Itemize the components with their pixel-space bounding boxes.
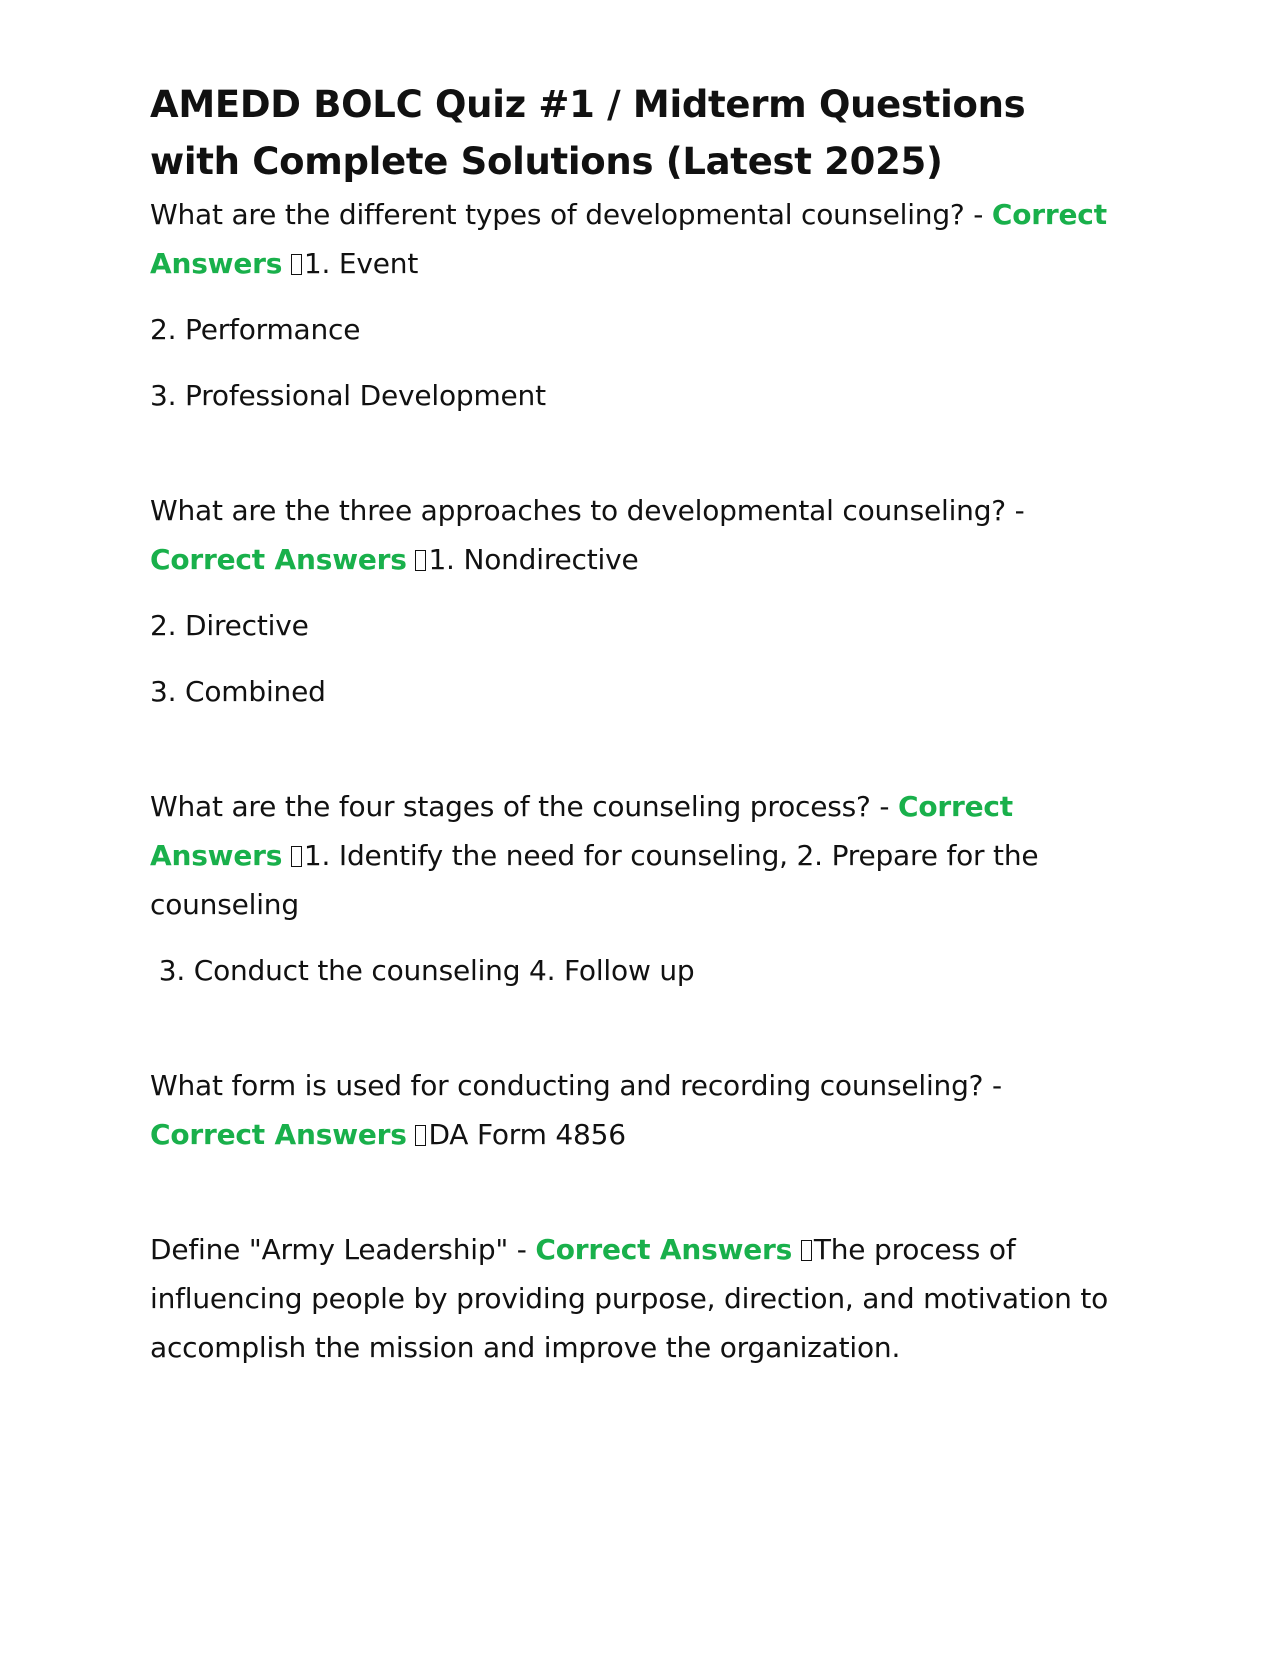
answer-line: 1. Identify the need for counseling, 2. Prepare for the counseling bbox=[150, 839, 1039, 921]
answer-line: 3. Conduct the counseling 4. Follow up bbox=[150, 954, 695, 987]
qa-item bbox=[150, 486, 1110, 716]
question-text: What form is used for conducting and recording counseling? - bbox=[150, 1069, 1002, 1102]
answer-line: 1. Nondirective bbox=[428, 543, 639, 576]
qa-item bbox=[150, 1225, 1110, 1372]
answer-line: 3. Combined bbox=[150, 675, 326, 708]
answer-line: 3. Professional Development bbox=[150, 379, 546, 412]
qa-item bbox=[150, 190, 1110, 420]
correct-answers-label: Correct Answers bbox=[150, 543, 407, 576]
qa-item bbox=[150, 782, 1110, 995]
missing-glyph-box-icon bbox=[801, 1240, 812, 1261]
question-paragraph bbox=[150, 1225, 1110, 1372]
qa-item bbox=[150, 1061, 1110, 1159]
missing-glyph-box-icon bbox=[415, 550, 426, 571]
document-page bbox=[150, 76, 1110, 1372]
answer-line: 1. Event bbox=[303, 247, 419, 280]
question-text: Define "Army Leadership" - bbox=[150, 1233, 527, 1266]
missing-glyph-box-icon bbox=[291, 254, 302, 275]
question-text: What are the three approaches to developmental counseling? - bbox=[150, 494, 1025, 527]
answer-line: 2. Directive bbox=[150, 609, 309, 642]
answer-line: 2. Performance bbox=[150, 313, 361, 346]
missing-glyph-box-icon bbox=[291, 846, 302, 867]
correct-answers-label: Correct Answers bbox=[150, 198, 1107, 280]
question-paragraph bbox=[150, 782, 1110, 929]
document-title: AMEDD BOLC Quiz #1 / Midterm Questions with Complete Solutions (Latest 2025) bbox=[150, 83, 1026, 183]
correct-answers-label: Correct Answers bbox=[150, 1118, 407, 1151]
question-text: What are the different types of developmental counseling? - bbox=[150, 198, 984, 231]
question-paragraph bbox=[150, 190, 1110, 288]
question-paragraph bbox=[150, 486, 1110, 584]
correct-answers-label: Correct Answers bbox=[535, 1233, 793, 1266]
correct-answers-label: Correct Answers bbox=[150, 790, 1013, 872]
missing-glyph-box-icon bbox=[415, 1125, 426, 1146]
answer-line: The process of influencing people by providing purpose, direction, and motivation to accomplish the mission and improve the organization. bbox=[150, 1233, 1109, 1364]
answer-line: DA Form 4856 bbox=[428, 1118, 626, 1151]
question-text: What are the four stages of the counseling process? - bbox=[150, 790, 890, 823]
question-paragraph bbox=[150, 1061, 1110, 1159]
